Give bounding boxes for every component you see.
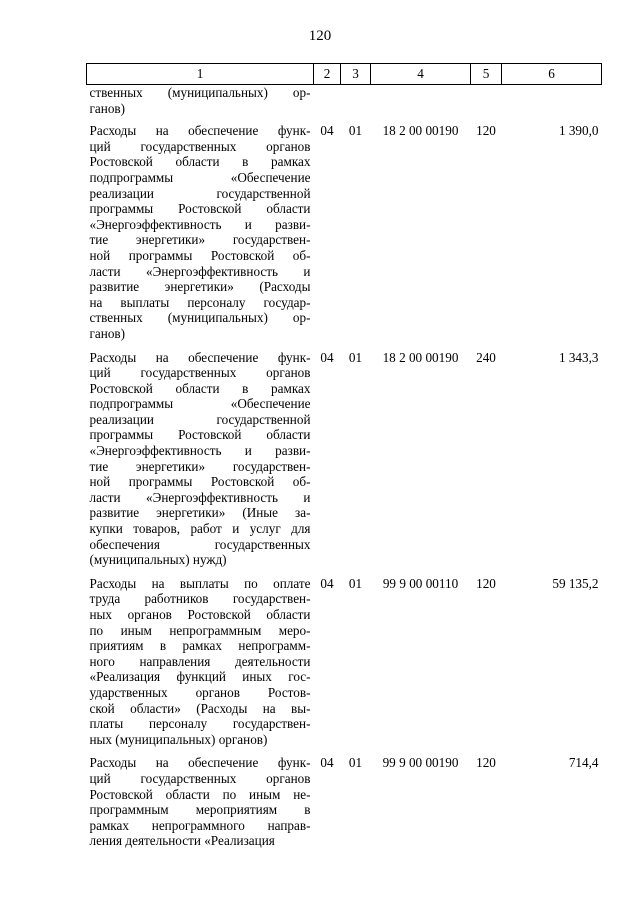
table-row	[87, 755, 602, 857]
page-number: 120	[308, 28, 332, 44]
column-header-4: 4	[371, 64, 471, 85]
table-row	[87, 576, 602, 756]
row-amount: 714,4	[568, 755, 599, 771]
row-target-article-code: 18 2 00 00190	[382, 123, 459, 139]
row-expense-type-code: 120	[476, 123, 496, 139]
table-row-continuation	[87, 85, 602, 124]
budget-table	[86, 63, 602, 857]
row-description: Расходы на обеспечение функ- ций государственных органов Ростовской области в рамках подпрограммы «Обеспечение реализации государственной программы Ростовской области «Энергоэффективность и разви- тие энергетики» государствен- ной программы Ростовской об- ласти «Энергоэффективность и развитие энергетики» (Расходы на выплаты персоналу государ- ственных (муниципальных) ор- ганов)	[89, 123, 311, 341]
row-amount: 1 343,3	[558, 349, 599, 365]
column-header-3: 3	[341, 64, 371, 85]
table-row	[87, 350, 602, 576]
row-target-article-code: 18 2 00 00190	[382, 349, 459, 365]
row-subsection-code: 01	[348, 755, 363, 771]
row-amount: 59 135,2	[552, 575, 599, 591]
continuation-text: ственных (муниципальных) ор- ганов)	[89, 85, 311, 116]
row-target-article-code: 99 9 00 00190	[382, 755, 459, 771]
row-section-code: 04	[320, 755, 334, 771]
row-expense-type-code: 240	[476, 349, 496, 365]
row-expense-type-code: 120	[476, 575, 496, 591]
row-target-article-code: 99 9 00 00110	[382, 575, 459, 591]
row-section-code: 04	[320, 349, 334, 365]
row-amount: 1 390,0	[558, 123, 599, 139]
row-description: Расходы на обеспечение функ- ций государственных органов Ростовской области в рамках подпрограммы «Обеспечение реализации государственной программы Ростовской области «Энергоэффективность и разви- тие энергетики» государствен- ной программы Ростовской об- ласти «Энергоэффективность и развитие энергетики» (Иные за- купки товаров, работ и услуг для обеспечения государственных (муниципальных) нужд)	[89, 349, 311, 568]
row-description: Расходы на выплаты по оплате труда работников государствен- ных органов Ростовской области по иным непрограммным меро- приятиям в рамках непрограмм- ного направления деятельности «Реализация функций иных гос- ударственных органов Ростов- ской области» (Расходы на вы- платы персоналу государствен- ных (муниципальных) органов)	[89, 575, 311, 747]
row-subsection-code: 01	[348, 123, 363, 139]
column-header-5: 5	[471, 64, 502, 85]
row-subsection-code: 01	[348, 575, 363, 591]
column-header-6: 6	[502, 64, 602, 85]
column-header-1: 1	[87, 64, 314, 85]
row-description: Расходы на обеспечение функ- ций государственных органов Ростовской области по иным не- программным мероприятиям в рамках непрограммного направ- ления деятельности «Реализация	[89, 755, 311, 849]
row-subsection-code: 01	[348, 349, 363, 365]
table-header-row	[87, 64, 602, 85]
row-section-code: 04	[320, 575, 334, 591]
row-expense-type-code: 120	[476, 755, 496, 771]
table-row	[87, 123, 602, 349]
row-section-code: 04	[320, 123, 334, 139]
column-header-2: 2	[314, 64, 341, 85]
